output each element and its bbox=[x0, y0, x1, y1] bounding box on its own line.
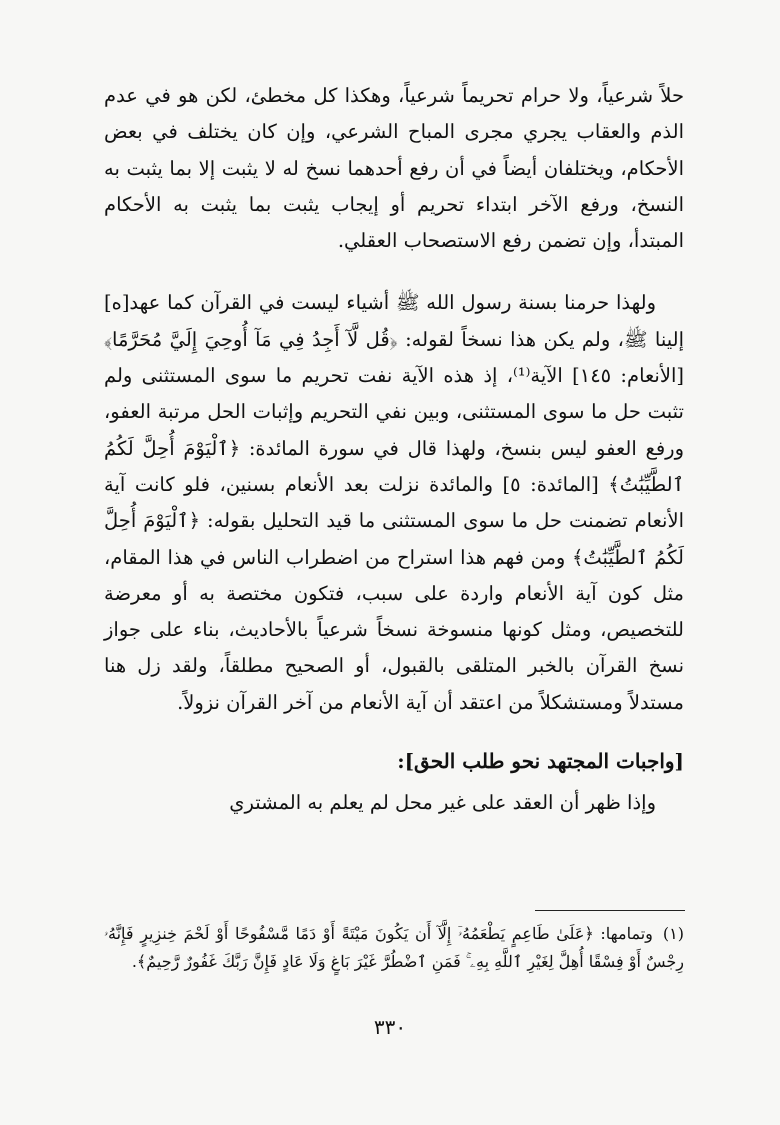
footnote-text: وتمامها: ﴿عَلَىٰ طَاعِمٍ يَطْعَمُهُۥٓ إِلَّآ أَن يَكُونَ مَيْتَةً أَوْ دَمًا مَّسْفُوحًا أَوْ لَحْمَ خِنزِيرٍ فَإِنَّهُۥ رِجْسٌ أَوْ فِسْقًا أُهِلَّ لِغَيْرِ ٱللَّهِ بِهِۦ ۚ فَمَنِ ٱضْطُرَّ غَيْرَ بَاغٍ وَلَا عَادٍ فَإِنَّ رَبَّكَ غَفُورٌ رَّحِيمٌ﴾. bbox=[104, 924, 684, 971]
footnote-divider bbox=[535, 910, 685, 911]
body-paragraph-3: وإذا ظهر أن العقد على غير محل لم يعلم به المشتري bbox=[229, 791, 656, 815]
body-paragraph-2: ولهذا حرمنا بسنة رسول الله ﷺ أشياء ليست في القرآن كما عهد[ه] إلينا ﷺ، ولم يكن هذا نسخاً لقوله: ﴿قُل لَّآ أَجِدُ فِي مَآ أُوحِيَ إِلَيَّ مُحَرَّمًا﴾ [الأنعام: ١٤٥] الآية⁽¹⁾، إذ هذه الآية نفت تحريم ما سوى المستثنى ولم تثبت حل ما سوى المستثنى، وبين نفي التحريم وإثبات الحل مرتبة العفو، ورفع العفو ليس بنسخ، ولهذا قال في سورة المائدة: ﴿ٱلْيَوْمَ أُحِلَّ لَكُمُ ٱلطَّيِّبَٰتُ﴾ [المائدة: ٥] والمائدة نزلت بعد الأنعام بسنين، فلو كانت آية الأنعام تضمنت حل ما سوى المستثنى ما قيد التحليل بقوله: ﴿ٱلْيَوْمَ أُحِلَّ لَكُمُ ٱلطَّيِّبَٰتُ﴾ ومن فهم هذا استراح من اضطراب الناس في هذا المقام، مثل كون آية الأنعام واردة على سبب، فتكون مختصة به أو معرضة للتخصيص، ومثل كونها منسوخة نسخاً شرعياً بالأحاديث، بناء على جواز نسخ القرآن بالخبر المتلقى بالقبول، أو الصحيح مطلقاً، ولقد زل هنا مستدلاً ومستشكلاً من اعتقد أن آية الأنعام من آخر القرآن نزولاً. bbox=[104, 291, 685, 714]
main-text-block bbox=[104, 78, 684, 822]
body-paragraph-1: حلاً شرعياً، ولا حرام تحريماً شرعياً، وهكذا كل مخطئ، لكن هو في عدم الذم والعقاب يجري مجرى المباح الشرعي، وإن كان يختلف في بعض الأحكام، ويختلفان أيضاً في أن رفع أحدهما نسخ له لا يثبت إلا بما يثبت به النسخ، ورفع الآخر ابتداء تحريم أو إيجاب يثبت بما يثبت به الأحكام المبتدأ، وإن تضمن رفع الاستصحاب العقلي. bbox=[104, 84, 684, 253]
footnote bbox=[104, 920, 684, 976]
section-heading: [واجبات المجتهد نحو طلب الحق]: bbox=[397, 749, 684, 774]
page-number: ٣٣٠ bbox=[373, 1015, 407, 1039]
footnote-number: (١) bbox=[662, 924, 684, 943]
